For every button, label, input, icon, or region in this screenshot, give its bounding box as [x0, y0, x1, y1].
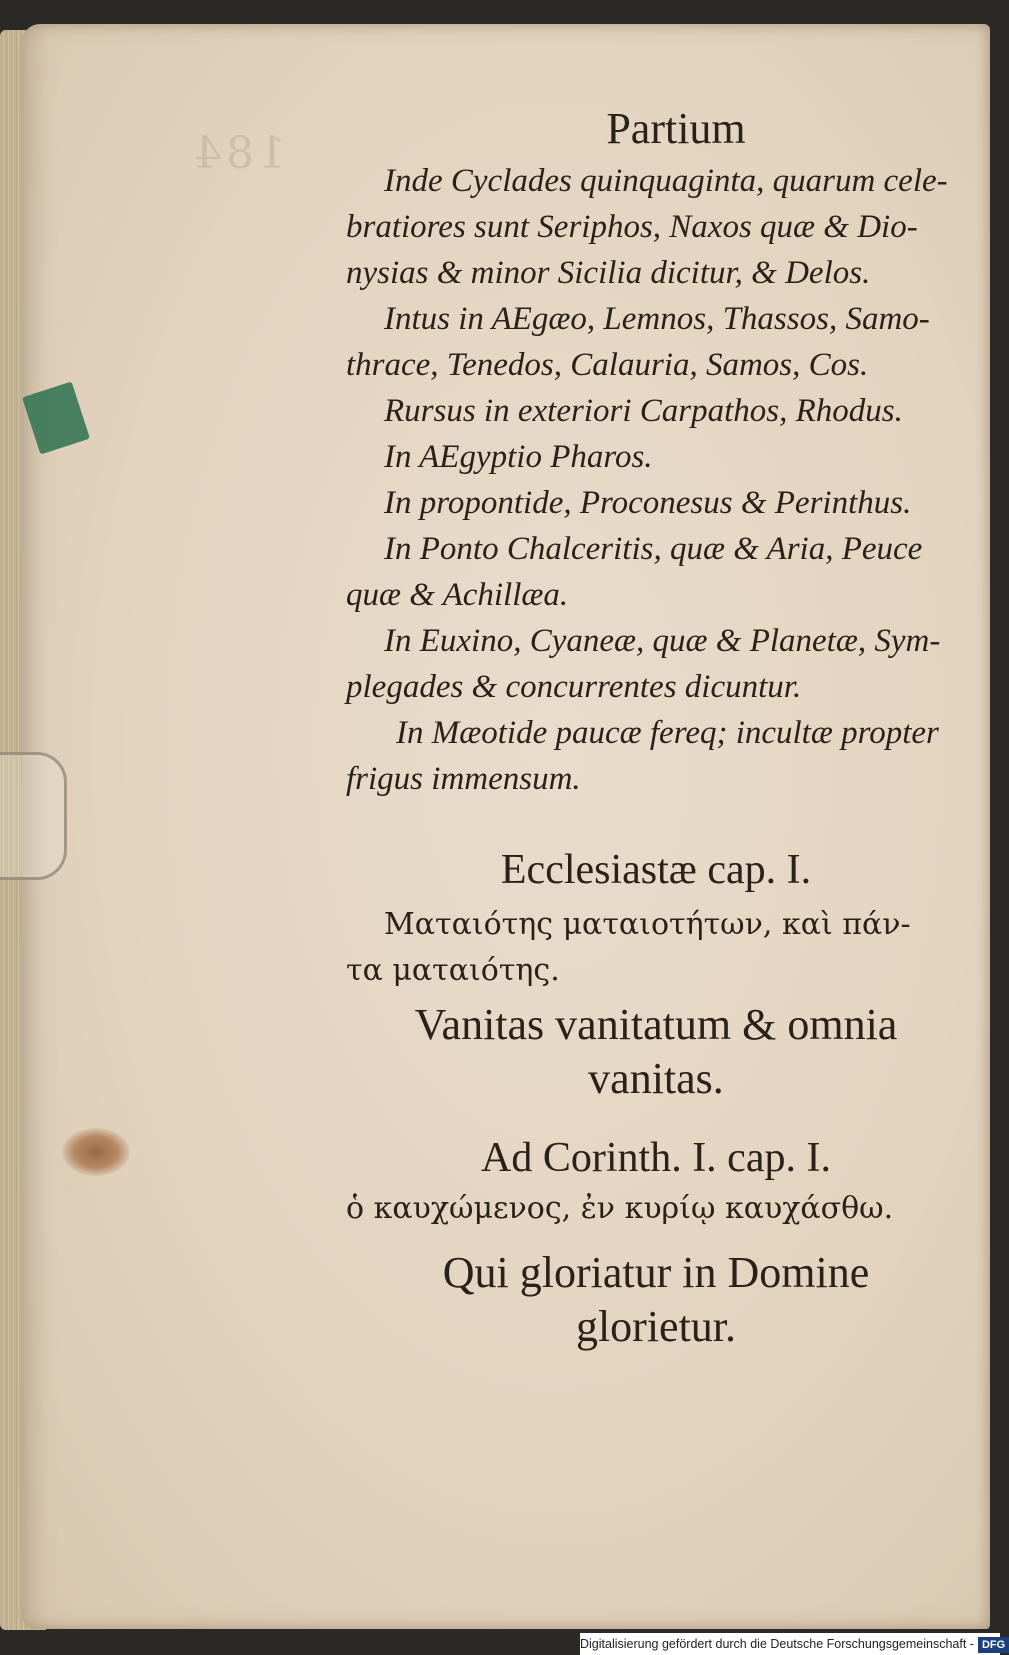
- page-text-block: [346, 100, 966, 1354]
- text-line: bratiores sunt Seriphos, Naxos quæ & Dio-: [346, 209, 918, 245]
- text-line: In Euxino, Cyaneæ, quæ & Planetæ, Sym-: [384, 623, 941, 659]
- digitization-credit: Digitalisierung gefördert durch die Deutsche Forschungsgemeinschaft -: [580, 1637, 974, 1651]
- latin-verse-line: Vanitas vanitatum & omnia: [414, 1000, 898, 1049]
- greek-verse-line: Ματαιότης ματαιοτήτων, καὶ πάν-: [384, 907, 911, 942]
- bleed-through-page-number: 184: [190, 128, 286, 179]
- text-line: In Ponto Chalceritis, quæ & Aria, Peuce: [384, 531, 923, 567]
- text-line: In AEgyptio Pharos.: [384, 439, 653, 475]
- latin-verse-line: vanitas.: [588, 1054, 724, 1103]
- text-line: plegades & concurrentes dicuntur.: [346, 669, 802, 705]
- section-heading-corinthians: Ad Corinth. I. cap. I.: [481, 1135, 831, 1181]
- greek-verse-line: ὁ καυχώμενος, ἐν κυρίῳ καυχάσθω.: [346, 1191, 894, 1226]
- latin-verse-line: Qui gloriatur in Domine: [442, 1248, 870, 1297]
- dfg-logo: DFG: [978, 1637, 1009, 1653]
- text-line: Intus in AEgæo, Lemnos, Thassos, Samo-: [384, 301, 930, 337]
- paper-stain: [62, 1128, 130, 1176]
- text-line: frigus immensum.: [346, 761, 581, 797]
- greek-verse-line: τα ματαιότης.: [346, 953, 560, 988]
- text-line: nysias & minor Sicilia dicitur, & Delos.: [346, 255, 871, 291]
- text-line: Inde Cyclades quinquaginta, quarum cele-: [384, 163, 948, 199]
- page-clip: [0, 752, 67, 880]
- latin-verse-line: glorietur.: [575, 1302, 737, 1351]
- text-line: In Mæotide paucæ fereq; incultæ propter: [396, 715, 939, 751]
- text-line: In propontide, Proconesus & Perinthus.: [384, 485, 912, 521]
- text-line: quæ & Achillæa.: [346, 577, 569, 613]
- text-line: thrace, Tenedos, Calauria, Samos, Cos.: [346, 347, 869, 383]
- running-head: Partium: [606, 104, 746, 153]
- section-heading-ecclesiastes: Ecclesiastæ cap. I.: [500, 847, 812, 893]
- digitization-credit-bar: [580, 1633, 1006, 1655]
- text-line: Rursus in exteriori Carpathos, Rhodus.: [384, 393, 903, 429]
